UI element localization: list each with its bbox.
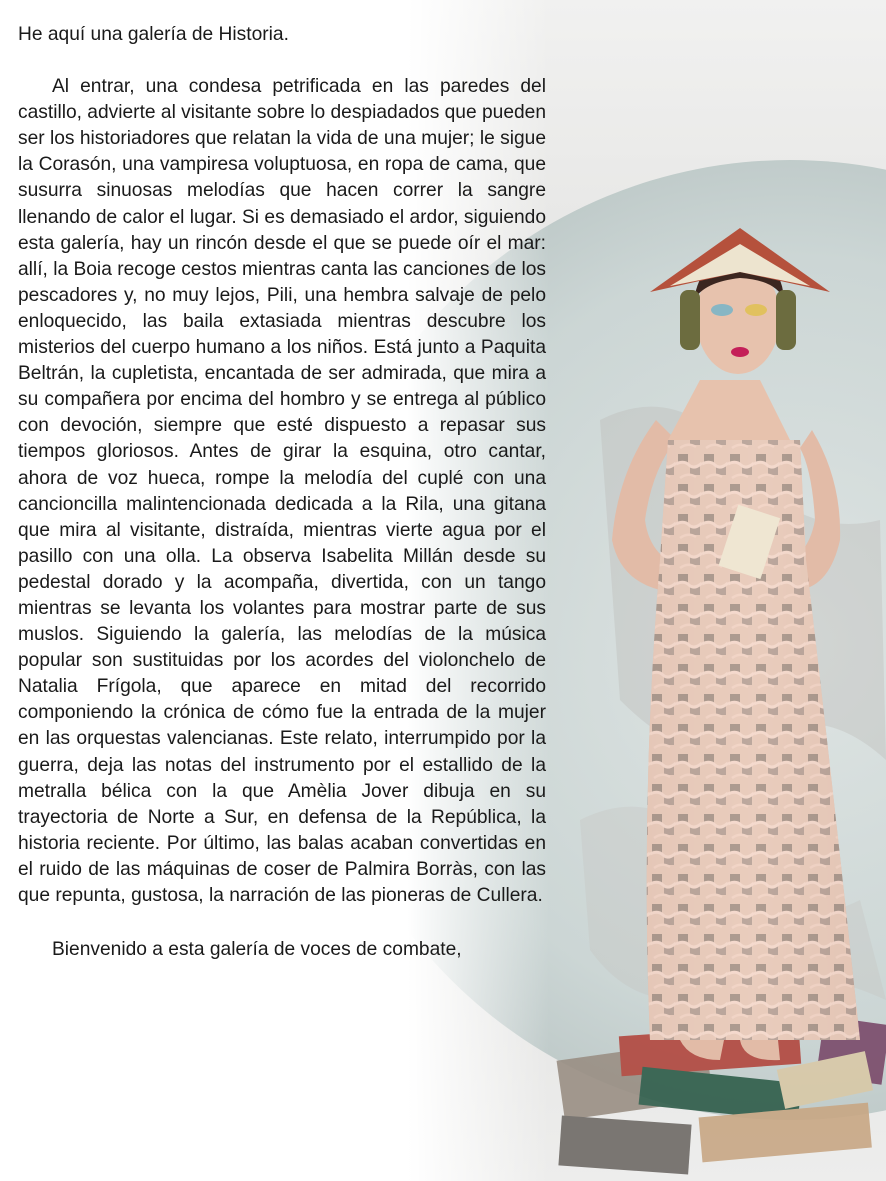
text-column	[18, 22, 546, 963]
body-paragraph: Al entrar, una condesa petrificada en las paredes del castillo, advierte al visitante sobre lo despiadados que pueden ser los historiadores que relatan la vida de una mujer; le sigue la Corasón, una vampiresa voluptuosa, en ropa de cama, que susurra sinuosas melodías que hacen correr la sangre llenando de calor el lugar. Si es demasiado el ardor, siguiendo esta galería, hay un rincón desde el que se puede oír el mar: allí, la Boia recoge cestos mientras canta las canciones de los pescadores y, no muy lejos, Pili, una hembra salvaje de pelo enloquecido, las baila extasiada mientras descubre los misterios del cuerpo humano a los niños. Está junto a Paquita Beltrán, la cupletista, encantada de ser admirada, que mira a su compañera por encima del hombro y se entrega al público con devoción, siempre que esté dispuesto a repasar sus tiempos gloriosos. Antes de girar la esquina, otro cantar, ahora de voz hueca, rompe la melodía del cuplé con una cancioncilla malintencionada dedicada a la Rila, una gitana que mira al visitante, distraída, mientras vierte agua por el pasillo con una olla. La observa Isabelita Millán desde su pedestal dorado y la acompaña, divertida, con un tango mientras se levanta los volantes para mostrar parte de sus muslos. Siguiendo la galería, las melodías de la música popular son sustituidas por los acordes del violonchelo de Natalia Frígola, que aparece en mitad del recorrido componiendo la crónica de cómo fue la entrada de la mujer en las orquestas valencianas. Este relato, interrumpido por la guerra, deja las notas del instrumento por el estallido de la metralla bélica con la que Amèlia Jover dibuja en su trayectoria de Norte a Sur, en defensa de la República, la historia reciente. Por último, las balas acaban convertidas en el ruido de las máquinas de coser de Palmira Borràs, con las que repunta, gustosa, la narración de las pioneras de Cullera.	[18, 76, 547, 906]
intro-line: He aquí una galería de Historia.	[18, 24, 289, 45]
closing-line: Bienvenido a esta galería de voces de combate,	[52, 939, 462, 961]
